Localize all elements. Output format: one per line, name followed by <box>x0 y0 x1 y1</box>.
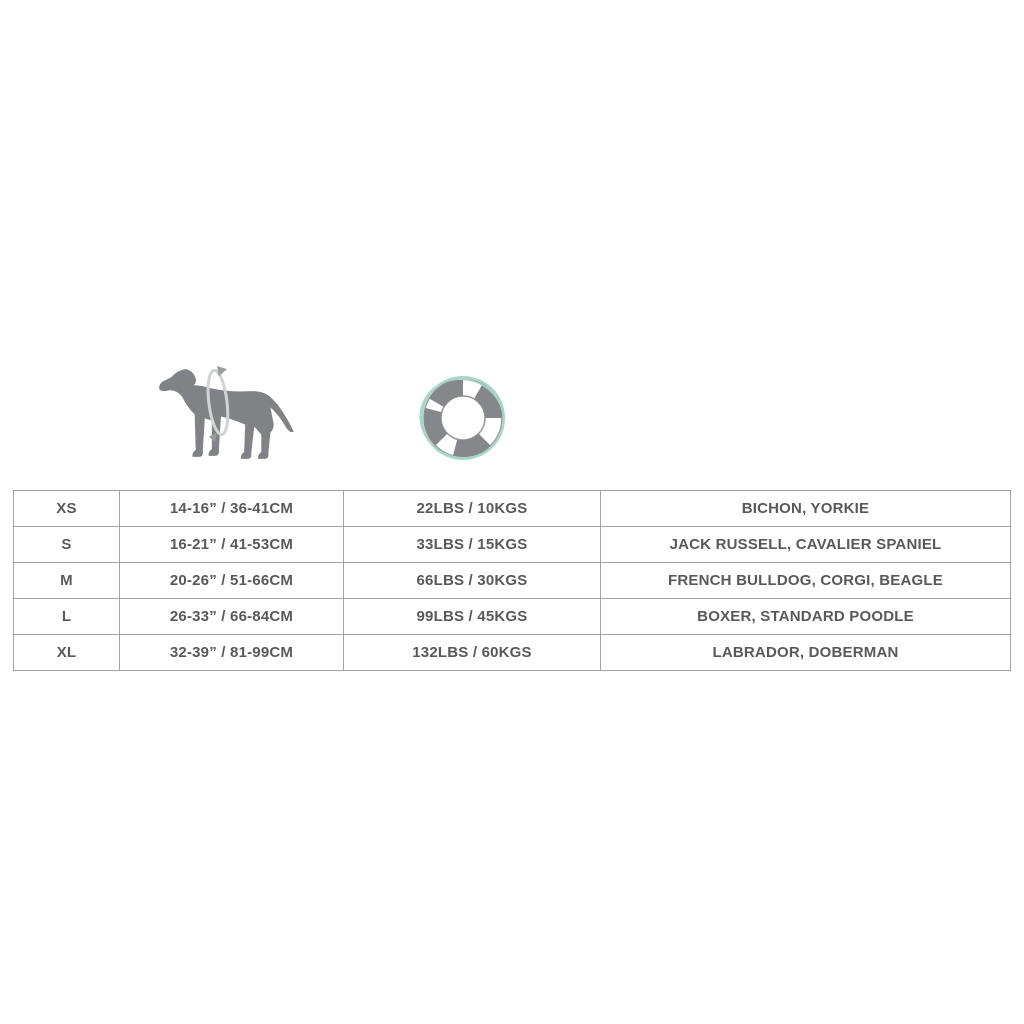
weight-cell: 22LBS / 10KGS <box>344 491 601 527</box>
life-buoy-icon <box>413 372 513 466</box>
girth-cell: 14-16” / 36-41CM <box>120 491 344 527</box>
breeds-cell: BICHON, YORKIE <box>601 491 1011 527</box>
breeds-cell: LABRADOR, DOBERMAN <box>601 635 1011 671</box>
size-cell: XL <box>14 635 120 671</box>
girth-cell: 32-39” / 81-99CM <box>120 635 344 671</box>
breeds-cell: BOXER, STANDARD POODLE <box>601 599 1011 635</box>
buoy-inner-ring <box>441 396 485 440</box>
weight-cell: 99LBS / 45KGS <box>344 599 601 635</box>
table-row-l <box>14 599 1011 635</box>
weight-cell: 33LBS / 15KGS <box>344 527 601 563</box>
table-row-xl <box>14 635 1011 671</box>
girth-cell: 20-26” / 51-66CM <box>120 563 344 599</box>
girth-cell: 16-21” / 41-53CM <box>120 527 344 563</box>
girth-cell: 26-33” / 66-84CM <box>120 599 344 635</box>
weight-cell: 66LBS / 30KGS <box>344 563 601 599</box>
size-chart-table <box>13 490 1011 671</box>
table-row-s <box>14 527 1011 563</box>
size-cell: M <box>14 563 120 599</box>
table-row-m <box>14 563 1011 599</box>
breeds-cell: JACK RUSSELL, CAVALIER SPANIEL <box>601 527 1011 563</box>
weight-cell: 132LBS / 60KGS <box>344 635 601 671</box>
breeds-cell: FRENCH BULLDOG, CORGI, BEAGLE <box>601 563 1011 599</box>
size-cell: L <box>14 599 120 635</box>
size-cell: XS <box>14 491 120 527</box>
dog-girth-measurement-icon <box>156 362 298 468</box>
table-row-xs <box>14 491 1011 527</box>
size-cell: S <box>14 527 120 563</box>
